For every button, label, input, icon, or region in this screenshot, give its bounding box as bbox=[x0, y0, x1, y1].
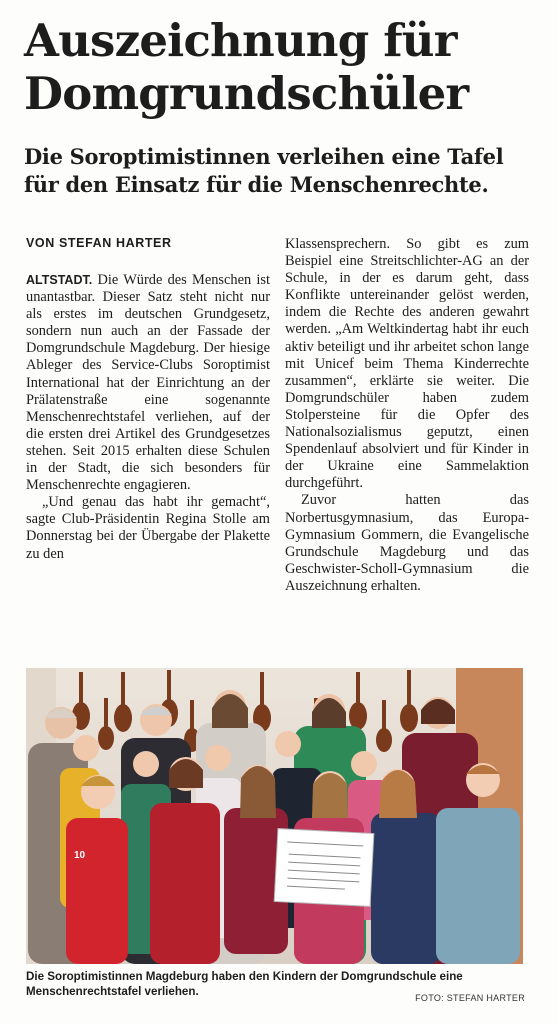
shirt-number: 10 bbox=[74, 850, 86, 861]
group-photo bbox=[26, 668, 523, 964]
dateline: ALTSTADT. bbox=[26, 273, 93, 287]
byline: VON STEFAN HARTER bbox=[26, 236, 172, 250]
paragraph-text: Die Würde des Menschen ist unantastbar. Dieser Satz steht nicht nur als erstes im deutschen Grundgesetz, sondern nun auch an der Fassade der Domgrundschule Magdeburg. Der hiesige Ableger des Service-Clubs Soroptimist International hat der Einrichtung an der Prälatenstraße eine sogenannte Menschenrechtstafel verliehen, auf der die ersten drei Artikel des Grundgesetzes stehen. Seit 2015 erhalten diese Schulen in der Stadt, die sich besonders für Menschenrechte engagieren. bbox=[26, 272, 270, 494]
paragraph: Klassensprechern. So gibt es zum Beispiel eine Streitschlichter-AG an der Schule, in der es darum geht, dass Konflikte untereinander gelöst werden, indem die Rechte des anderen gewahrt werden. „Am Weltkindertag habt ihr euch aktiv beteiligt und ihr arbeitet schon lange mit Unicef beim Thema Kinderrechte zusammen“, erklärte sie weiter. Die Domgrundschüler haben zudem Stolpersteine für die Opfer des Nationalsozialismus geputzt, einen Spendenlauf absolviert und für Kinder in der Ukraine eine Sammelaktion durchgeführt. bbox=[285, 236, 529, 492]
article-headline: Auszeichnung für Domgrundschüler bbox=[24, 14, 469, 120]
article-subheadline: Die Soroptimistinnen verleihen eine Tafel für den Einsatz für die Menschenrechte. bbox=[24, 144, 504, 197]
article-column-2 bbox=[285, 236, 529, 595]
article-column-1 bbox=[26, 272, 270, 563]
certificate-plaque bbox=[274, 829, 374, 907]
photo-caption: Die Soroptimistinnen Magdeburg haben den Kindern der Domgrundschule eine Menschenrechtstafel verliehen. bbox=[26, 970, 463, 998]
paragraph: Zuvor hatten das Norbertusgymnasium, das Europa-Gymnasium Gommern, die Evangelische Grundschule Magdeburg und das Geschwister-Scholl-Gymnasium die Auszeichnung erhalten. bbox=[285, 492, 529, 594]
photo-credit: FOTO: STEFAN HARTER bbox=[415, 993, 525, 1003]
paragraph: „Und genau das habt ihr gemacht“, sagte Club-Präsidentin Regina Stolle am Donnerstag bei der Übergabe der Plakette zu den bbox=[26, 494, 270, 562]
paragraph bbox=[26, 272, 270, 494]
